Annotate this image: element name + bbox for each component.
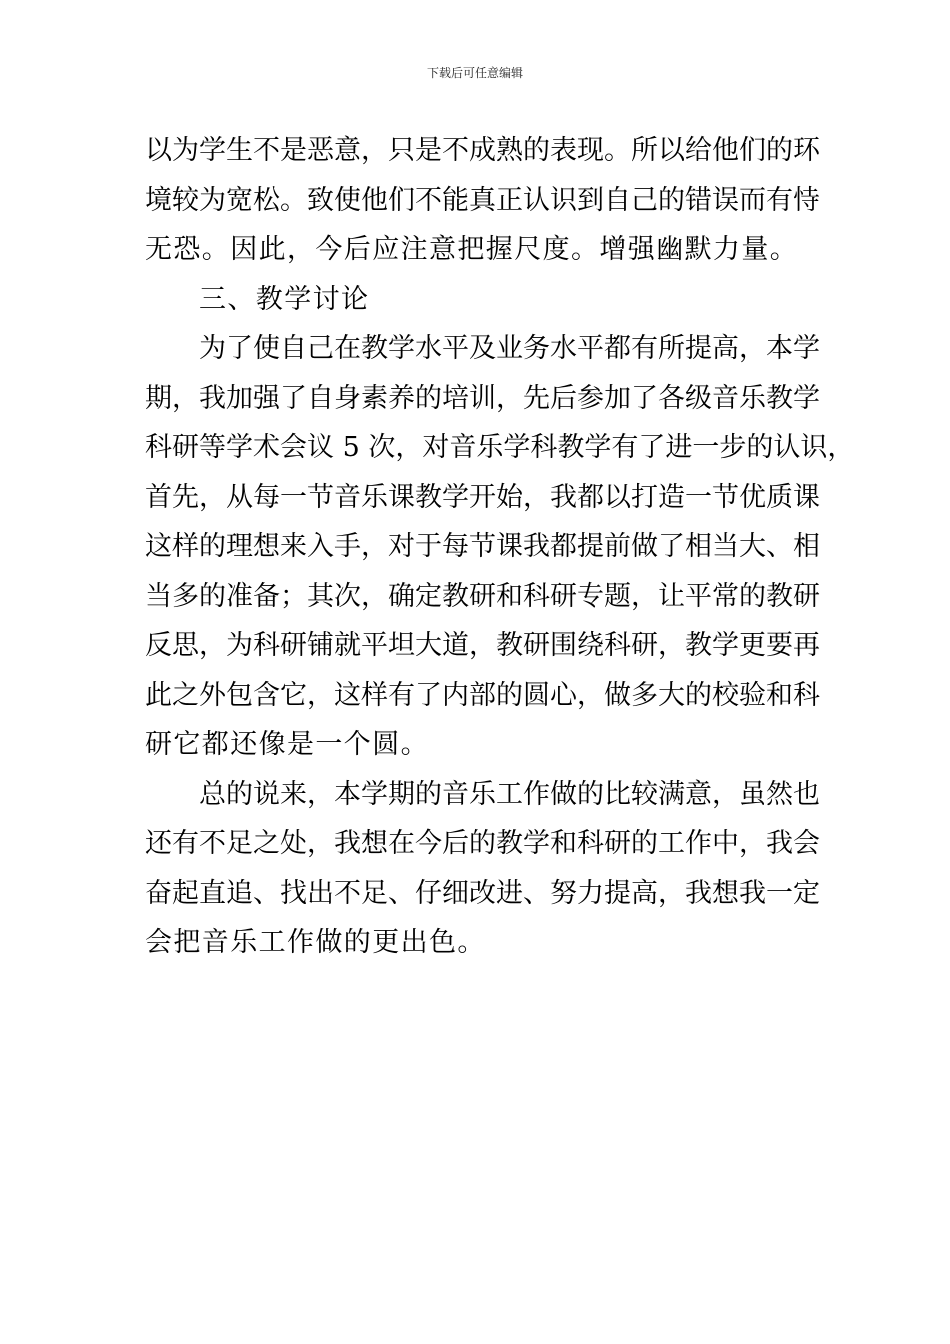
paragraph-line: 这样的理想来入手，对于每节课我都提前做了相当大、相 (145, 531, 820, 562)
paragraph-line: 总的说来，本学期的音乐工作做的比较满意，虽然也 (199, 778, 820, 810)
paragraph-line: 无恐。因此，今后应注意把握尺度。增强幽默力量。 (145, 234, 799, 265)
paragraph-line: 研它都还像是一个圆。 (145, 729, 429, 760)
paragraph-line: 当多的准备；其次，确定教研和科研专题，让平常的教研 (145, 580, 820, 612)
paragraph-line: 此之外包含它，这样有了内部的圆心，做多大的校验和科 (145, 679, 820, 711)
paragraph-line: 期，我加强了自身素养的培训，先后参加了各级音乐教学 (145, 382, 820, 414)
paragraph-line: 科研等学术会议 5 次，对音乐学科教学有了进一步的认识， (145, 432, 855, 463)
paragraph-line: 为了使自己在教学水平及业务水平都有所提高，本学 (199, 333, 820, 364)
section-heading: 三、教学讨论 (199, 283, 370, 315)
paragraph-line: 境较为宽松。致使他们不能真正认识到自己的错误而有恃 (145, 184, 820, 216)
paragraph-line: 首先，从每一节音乐课教学开始，我都以打造一节优质课 (145, 481, 820, 513)
paragraph-line: 会把音乐工作做的更出色。 (145, 927, 486, 958)
paragraph-line: 奋起直追、找出不足、仔细改进、努力提高，我想我一定 (145, 877, 820, 909)
document-body (145, 126, 855, 968)
page-header: 下载后可任意编辑 (426, 66, 523, 80)
paragraph-line: 以为学生不是恶意，只是不成熟的表现。所以给他们的环 (145, 135, 820, 166)
paragraph-line: 反思，为科研铺就平坦大道，教研围绕科研，教学更要再 (145, 630, 820, 661)
paragraph-line: 还有不足之处，我想在今后的教学和科研的工作中，我会 (145, 828, 820, 859)
